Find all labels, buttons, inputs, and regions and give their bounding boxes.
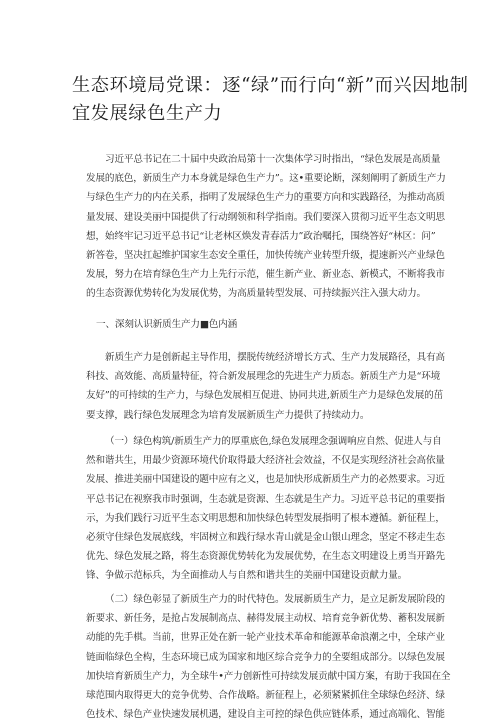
text-line: 新要求、新任务，是抢占发展制高点、赫得发展主动权、培育竞争新优势、蓄积发展新 (86, 613, 445, 625)
text-line: 发展、推进美丽中国建设的题中应有之义，也是加快形成新质生产力的必然要求。习近 (86, 474, 445, 486)
text-line: 球范围内取得更大的竞争优势、合作战略。新征程上，必须紧紧抓住全球绿色经济、绿 (86, 690, 445, 702)
paragraph (86, 150, 446, 304)
title-line: 生态环境局党课：逐“绿”而行向“新”而兴因地制 (72, 75, 469, 96)
text-line: 发展，努力在培育绿色生产力上先行示范，催生新产业、新业态、新模式，不断将我市 (86, 269, 445, 281)
text-line: 锋、争做示范标兵，为全面推动人与自然和谐共生的美丽中国建设贡献力量。 (86, 570, 408, 582)
paragraph (86, 432, 445, 586)
text-line: 然和谐共生，用最少资源环境代价取得最大经济社会效益，不仅是实现经济社会高依量 (86, 455, 445, 467)
text-line: 想，始终牢记习近平总书记“让老林区焕发青春活力”政治嘱托，围绕答好“林区：问” (86, 230, 436, 242)
text-line: 新质生产力是创新起主导作用，摆脱传统经济增长方式、生产力发展路径，具有高 (105, 352, 445, 363)
text-line: 动能的先手棋。当前，世界正处在新一轮产业技术革命和能源革命浪潮之中，全球产业 (86, 632, 445, 644)
text-line: （一）绿色构筑/新质生产力的厚重底色,绿色发展理念强调响应自然、促进人与自 (105, 436, 442, 447)
text-line: （二）绿色彰显了新质生产力的时代特色。发展新质生产力，是立足新发展阶段的 (105, 594, 445, 605)
text-line: 发展的底色，新质生产力本身就是绿色生产力”。这•重要论断，深刻阐明了新质生产力 (86, 173, 446, 185)
text-line: 加快培育新质生产力，为全球牛•产力创新性可持续发展贡献中国方案，有助于我国在全 (86, 670, 451, 682)
text-line: 平总书记在视察我市时强调，生态就是资源、生态就是生产力。习近平总书记的重要指 (86, 493, 445, 505)
title-line: 宜发展绿色生产力 (72, 103, 223, 124)
text-line: 优先、绿色发展之路，将生态资源优势转化为发展优势，在生态文明建设上勇当开路先 (86, 551, 445, 563)
paragraph (86, 348, 445, 425)
paragraph (86, 590, 451, 724)
text-line: 与绿色生产力的内在关系，指明了发展绿色生产力的重要方向和实践路径，为推动高质 (86, 192, 445, 204)
heading-line: 一、深刻认识新质生产力■色内涵 (96, 319, 238, 330)
text-line: 的生态资源优势转化为发展优势，为高质量转型发展、可持续振兴注入强大动力。 (86, 288, 426, 300)
text-line: 量发展、建设美丽中国提供了行动纲领和科学指南。我们要深入贯彻习近平生态文明思 (86, 211, 445, 223)
text-line: 链面临绿色全构，生态环境已成为国家和地区综合竞争力的全要组成部分。以绿色发展 (86, 651, 445, 663)
section-heading (86, 315, 431, 334)
text-line: 要支撑，践行绿色发展理念为培育发展新质生产力提供了持续动力。 (86, 409, 370, 421)
text-line: 友好”的可持续的生产力，与绿色发展相互促进、协同共进,新质生产力是绿色发展的茁 (86, 390, 444, 402)
text-line: 科技、高效能、高质量特征，符合新发展理念的先进生产力质态。新质生产力是“环境 (86, 371, 441, 383)
text-line: 示，为我们践行习近平生态文明思想和加快绿色转型发展指明了根本遵循。新征程上， (86, 512, 445, 524)
text-line: 新答卷，坚决扛起维护国家生态安全重任，加快传统产业转型升级，提速新兴产业绿色 (86, 250, 445, 262)
text-line: 习近平总书记在二十届中央政治局第十一次集体学习时指出，“绿色发展是高质量 (105, 154, 441, 165)
document-title (72, 72, 469, 128)
text-line: 必须守住绿色发展底线，牢固树立和践行绿水青山就是金山银山理念，坚定不移走生态 (86, 532, 445, 544)
text-line: 色技术、绿色产业快速发展机遇，建设自主可控的绿色供应链体系，通过高端化、智能 (86, 709, 445, 721)
